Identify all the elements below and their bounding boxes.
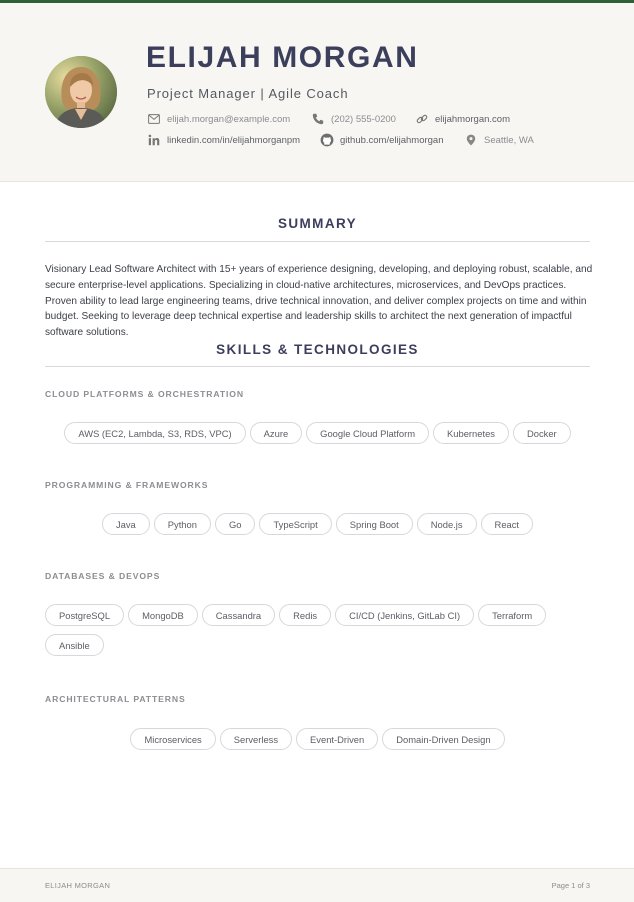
skill-chip: AWS (EC2, Lambda, S3, RDS, VPC) bbox=[64, 422, 245, 444]
resume-header bbox=[0, 3, 634, 182]
skill-chip: Spring Boot bbox=[336, 513, 413, 535]
skill-chip: Docker bbox=[513, 422, 571, 444]
skill-chip: Cassandra bbox=[202, 604, 275, 626]
skills-divider bbox=[45, 366, 590, 367]
summary-divider bbox=[45, 241, 590, 242]
linkedin-text: linkedin.com/in/elijahmorganpm bbox=[167, 134, 301, 146]
skill-chip: Microservices bbox=[130, 728, 215, 750]
contact-location bbox=[464, 133, 534, 147]
location-text: Seattle, WA bbox=[484, 134, 534, 146]
skill-chip: PostgreSQL bbox=[45, 604, 124, 626]
linkedin-icon bbox=[147, 133, 161, 147]
summary-heading: SUMMARY bbox=[277, 216, 358, 231]
skill-chip: Kubernetes bbox=[433, 422, 509, 444]
contact-phone[interactable] bbox=[311, 112, 396, 126]
contact-website[interactable] bbox=[415, 112, 510, 126]
skill-chip: Ansible bbox=[45, 634, 104, 656]
skill-chips-databases bbox=[45, 604, 590, 656]
skill-category-cloud: CLOUD PLATFORMS & ORCHESTRATION bbox=[45, 389, 244, 399]
avatar bbox=[45, 56, 117, 128]
skill-chip: Terraform bbox=[478, 604, 546, 626]
github-text: github.com/elijahmorgan bbox=[340, 134, 444, 146]
skill-category-patterns: ARCHITECTURAL PATTERNS bbox=[45, 694, 186, 704]
contact-github[interactable] bbox=[320, 133, 444, 147]
phone-text: (202) 555-0200 bbox=[331, 113, 396, 125]
skill-chip: Go bbox=[215, 513, 256, 535]
skill-chip: Domain-Driven Design bbox=[382, 728, 504, 750]
email-text: elijah.morgan@example.com bbox=[167, 113, 291, 125]
skill-chips-cloud bbox=[45, 422, 590, 444]
footer-name: ELIJAH MORGAN bbox=[45, 881, 111, 890]
skill-chip: Python bbox=[154, 513, 211, 535]
summary-text: Visionary Lead Software Architect with 15+ years of experience designing, developing, and deploying robust, scalable, and secure enterprise-level applications. Specializing in cloud-native architectures, microservices, and DevOps practices. Proven ability to lead large engineering teams, drive technical innovation, and deliver complex projects on time and within budget. Seeking to leverage deep technical expertise and leadership skills to architect the next generation of impactful software solutions. bbox=[45, 264, 593, 339]
mail-icon bbox=[147, 112, 161, 126]
skill-category-databases: DATABASES & DEVOPS bbox=[45, 571, 161, 581]
link-icon bbox=[415, 112, 429, 126]
phone-icon bbox=[311, 112, 325, 126]
contact-linkedin[interactable] bbox=[147, 133, 300, 147]
page-footer bbox=[0, 868, 634, 902]
skills-heading: SKILLS & TECHNOLOGIES bbox=[216, 342, 419, 357]
skill-chip: TypeScript bbox=[259, 513, 331, 535]
skill-chip: Google Cloud Platform bbox=[306, 422, 429, 444]
skill-chips-patterns bbox=[45, 728, 590, 750]
skill-chip: MongoDB bbox=[128, 604, 198, 626]
website-text: elijahmorgan.com bbox=[435, 113, 510, 125]
skill-chip: Java bbox=[102, 513, 150, 535]
skill-chip: Redis bbox=[279, 604, 331, 626]
skill-category-programming: PROGRAMMING & FRAMEWORKS bbox=[45, 480, 209, 490]
skill-chip: CI/CD (Jenkins, GitLab CI) bbox=[335, 604, 474, 626]
candidate-name: ELIJAH MORGAN bbox=[146, 41, 419, 74]
page-number: Page 1 of 3 bbox=[551, 881, 590, 890]
skill-chip: Azure bbox=[250, 422, 303, 444]
candidate-title: Project Manager | Agile Coach bbox=[147, 86, 349, 101]
skill-chip: React bbox=[481, 513, 534, 535]
skill-chip: Event-Driven bbox=[296, 728, 378, 750]
contact-email[interactable] bbox=[147, 112, 290, 126]
github-icon bbox=[320, 133, 334, 147]
skill-chip: Node.js bbox=[417, 513, 477, 535]
skill-chip: Serverless bbox=[220, 728, 292, 750]
location-pin-icon bbox=[464, 133, 478, 147]
skill-chips-programming bbox=[45, 513, 590, 535]
